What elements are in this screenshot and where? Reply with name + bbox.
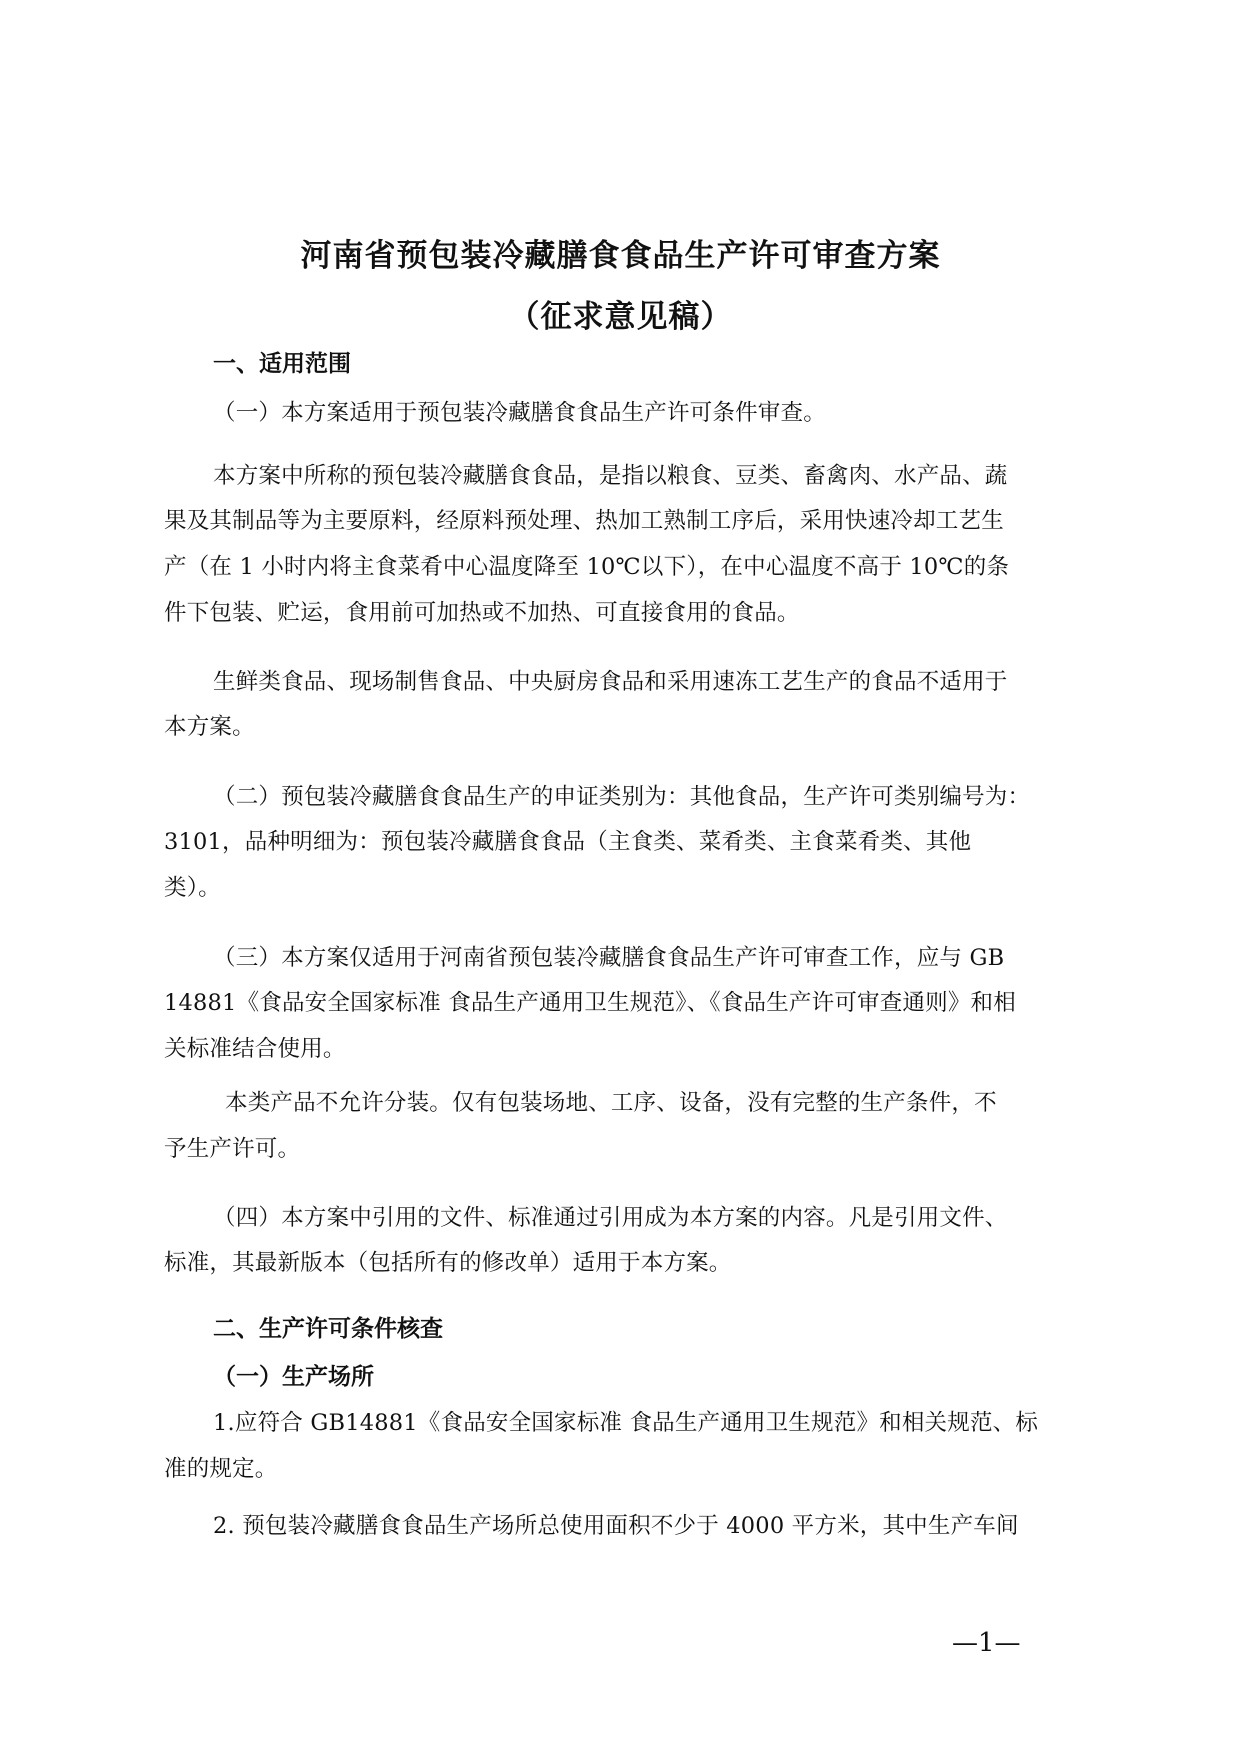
document-title: 河南省预包装冷藏膳食食品生产许可审查方案 bbox=[300, 238, 941, 274]
section-2-paragraph-1-line: 1.应符合 GB14881《食品安全国家标准 食品生产通用卫生规范》和相关规范、标 bbox=[213, 1410, 1039, 1436]
section-2-paragraph-1-line: 准的规定。 bbox=[164, 1456, 278, 1482]
paragraph-5-line: （三）本方案仅适用于河南省预包装冷藏膳食食品生产许可审查工作，应与 GB bbox=[213, 945, 1005, 971]
section-2-paragraph-2: 2. 预包装冷藏膳食食品生产场所总使用面积不少于 4000 平方米，其中生产车间 bbox=[213, 1513, 1019, 1539]
section-1-paragraph-1: （一）本方案适用于预包装冷藏膳食食品生产许可条件审查。 bbox=[213, 400, 826, 426]
paragraph-7-line: 标准，其最新版本（包括所有的修改单）适用于本方案。 bbox=[164, 1250, 732, 1276]
paragraph-6-line: 予生产许可。 bbox=[164, 1136, 301, 1162]
paragraph-2-line: 本方案中所称的预包装冷藏膳食食品，是指以粮食、豆类、畜禽肉、水产品、蔬 bbox=[213, 463, 1008, 489]
section-2-heading: 二、生产许可条件核查 bbox=[213, 1316, 443, 1342]
paragraph-4-line: 类）。 bbox=[164, 875, 221, 901]
paragraph-2-line: 产（在 1 小时内将主食菜肴中心温度降至 10℃以下），在中心温度不高于 10℃的条 bbox=[164, 554, 1010, 580]
paragraph-3-line: 生鲜类食品、现场制售食品、中央厨房食品和采用速冻工艺生产的食品不适用于 bbox=[213, 669, 1008, 695]
paragraph-4-line: 3101，品种明细为：预包装冷藏膳食食品（主食类、菜肴类、主食菜肴类、其他 bbox=[164, 829, 972, 855]
paragraph-6-line: 本类产品不允许分装。仅有包装场地、工序、设备，没有完整的生产条件，不 bbox=[225, 1090, 997, 1116]
section-2-subheading: （一）生产场所 bbox=[213, 1364, 374, 1390]
paragraph-5-line: 14881《食品安全国家标准 食品生产通用卫生规范》、《食品生产许可审查通则》和相 bbox=[164, 990, 1016, 1016]
paragraph-7-line: （四）本方案中引用的文件、标准通过引用成为本方案的内容。凡是引用文件、 bbox=[213, 1205, 1008, 1231]
section-1-heading: 一、适用范围 bbox=[213, 351, 351, 377]
paragraph-2-line: 件下包装、贮运，食用前可加热或不加热、可直接食用的食品。 bbox=[164, 600, 800, 626]
paragraph-3-line: 本方案。 bbox=[164, 714, 255, 740]
page-number: —1— bbox=[952, 1628, 1021, 1658]
paragraph-4-line: （二）预包装冷藏膳食食品生产的申证类别为：其他食品，生产许可类别编号为： bbox=[213, 784, 1031, 810]
document-subtitle: （征求意见稿） bbox=[508, 299, 733, 335]
paragraph-2-line: 果及其制品等为主要原料，经原料预处理、热加工熟制工序后，采用快速冷却工艺生 bbox=[164, 508, 1004, 534]
paragraph-5-line: 关标准结合使用。 bbox=[164, 1036, 346, 1062]
